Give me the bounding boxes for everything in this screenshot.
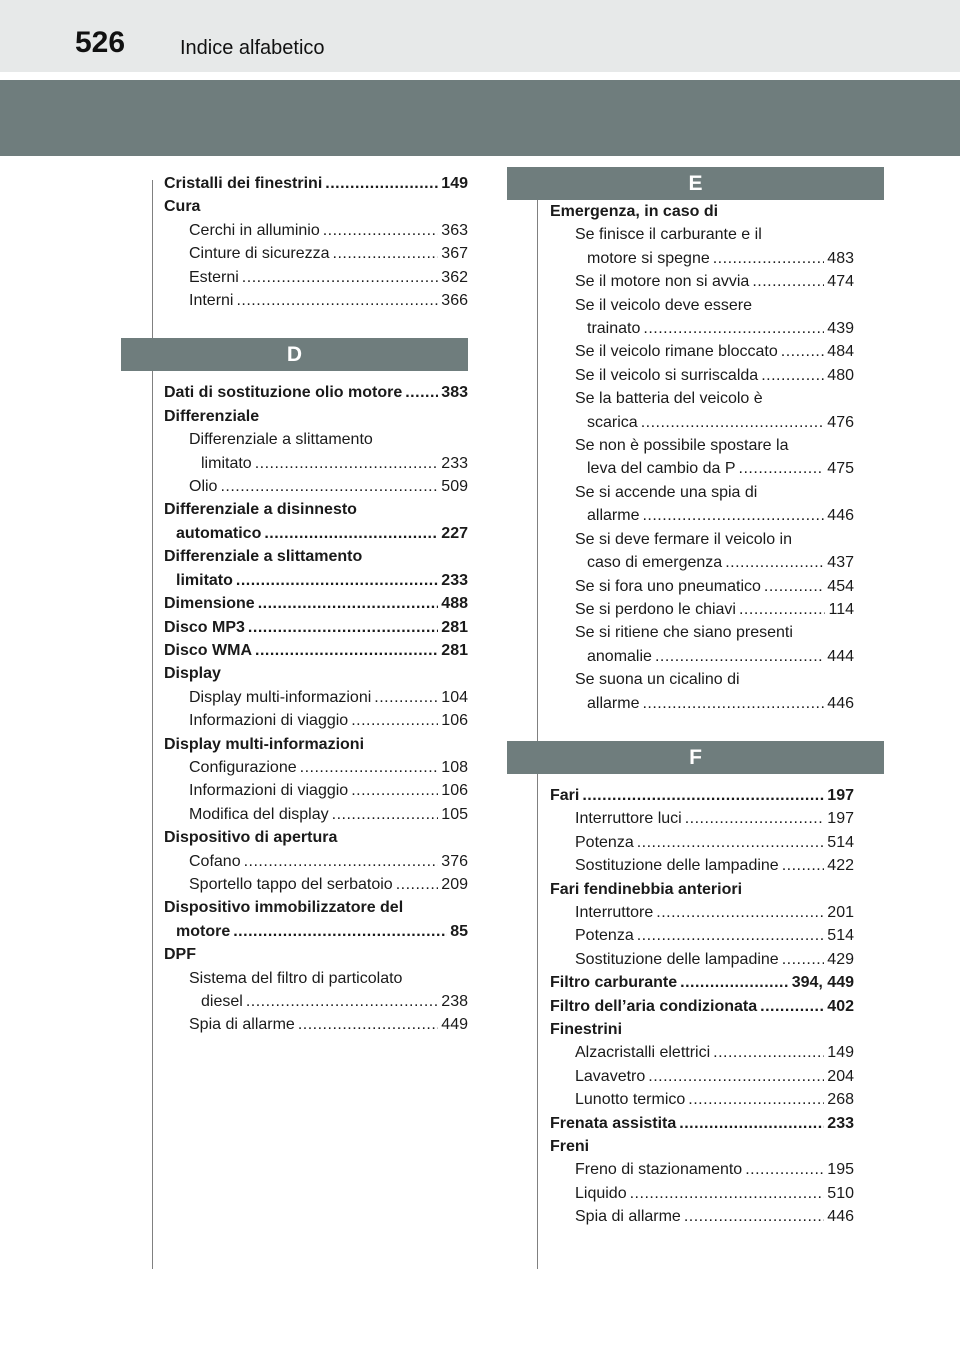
dot-leader: [713, 247, 825, 270]
dot-leader: [220, 475, 438, 498]
page-reference: 483: [827, 249, 854, 267]
page-reference: 514: [827, 927, 854, 945]
page-reference: 446: [827, 694, 854, 712]
dot-leader: [680, 971, 789, 994]
dot-leader: [685, 807, 825, 830]
dot-leader: [725, 551, 824, 574]
entry-term: Informazioni di viaggio: [189, 712, 349, 730]
index-entry: [164, 873, 468, 896]
entry-term: limitato: [176, 571, 233, 589]
entry-term: Configurazione: [189, 758, 297, 776]
index-entry: [164, 522, 468, 545]
page-reference: 509: [441, 478, 468, 496]
entry-term: allarme: [587, 507, 640, 525]
index-subheading: Se si accende una spia di: [575, 483, 758, 501]
page-reference: 105: [441, 805, 468, 823]
index-entry: [550, 270, 854, 293]
index-heading: Display: [164, 665, 221, 683]
page-reference: 376: [441, 852, 468, 870]
page-reference: 446: [827, 507, 854, 525]
dot-leader: [761, 364, 824, 387]
dot-leader: [236, 289, 438, 312]
dot-leader: [332, 803, 439, 826]
page-reference: 367: [441, 245, 468, 263]
index-entry: [164, 990, 468, 1013]
index-entry: [550, 364, 854, 387]
page-reference: 488: [441, 595, 468, 613]
index-entry: [164, 242, 468, 265]
index-entry: [550, 1205, 854, 1228]
index-entry: [550, 807, 854, 830]
entry-term: Fari: [550, 786, 580, 804]
entry-term: Dimensione: [164, 595, 255, 613]
index-entry: [550, 948, 854, 971]
entry-term: Disco MP3: [164, 618, 245, 636]
index-entry: [550, 924, 854, 947]
dot-leader: [242, 266, 439, 289]
page-reference: 268: [827, 1091, 854, 1109]
entry-term: scarica: [587, 413, 638, 431]
dot-leader: [655, 645, 824, 668]
dot-leader: [764, 575, 824, 598]
dot-leader: [255, 452, 439, 475]
page-reference: 480: [827, 366, 854, 384]
entry-term: Informazioni di viaggio: [189, 782, 349, 800]
dot-leader: [745, 1158, 824, 1181]
entry-term: Olio: [189, 478, 218, 496]
dot-leader: [630, 1182, 825, 1205]
index-heading: Fari fendinebbia anteriori: [550, 880, 743, 898]
dot-leader: [782, 854, 825, 877]
dot-leader: [236, 569, 438, 592]
entry-term: Lunotto termico: [575, 1091, 686, 1109]
left-column: [150, 172, 468, 1037]
index-entry: [550, 995, 854, 1018]
entry-term: anomalie: [587, 647, 652, 665]
index-entry: [164, 381, 468, 404]
letter-banner-f: F: [507, 741, 884, 774]
index-group: [536, 200, 854, 715]
entry-term: motore: [176, 922, 231, 940]
letter-banner-d: D: [121, 338, 468, 371]
index-entry: [164, 1013, 468, 1036]
entry-term: Se si fora uno pneumatico: [575, 577, 761, 595]
entry-term: Filtro dell’aria condizionata: [550, 997, 758, 1015]
index-entry: [164, 266, 468, 289]
page-reference: 197: [827, 810, 854, 828]
dot-leader: [739, 598, 826, 621]
page-reference: 149: [441, 175, 468, 192]
dot-leader: [782, 948, 825, 971]
index-heading: DPF: [164, 946, 196, 964]
dot-leader: [351, 779, 438, 802]
dot-leader: [396, 873, 439, 896]
index-heading: Cura: [164, 198, 201, 216]
page-header: [0, 0, 960, 72]
index-entry: [164, 850, 468, 873]
index-heading: Dispositivo immobilizzatore del: [164, 899, 404, 917]
entry-term: Sostituzione delle lampadine: [575, 950, 779, 968]
index-entry: [550, 1158, 854, 1181]
entry-term: Alzacristalli elettrici: [575, 1044, 711, 1062]
index-subheading: Se non è possibile spostare la: [575, 437, 789, 455]
index-heading: Differenziale: [164, 407, 260, 425]
dot-leader: [374, 686, 438, 709]
index-entry: [164, 779, 468, 802]
page-reference: 514: [827, 833, 854, 851]
page-reference: 233: [441, 454, 468, 472]
index-heading: Differenziale a slittamento: [164, 548, 363, 566]
section-title: Indice alfabetico: [180, 37, 325, 59]
entry-term: Filtro carburante: [550, 974, 678, 992]
index-entry: [164, 920, 468, 943]
index-entry: [164, 569, 468, 592]
index-group: [536, 784, 854, 1229]
page-reference: 449: [441, 1016, 468, 1034]
index-subheading: Sistema del filtro di particolato: [189, 969, 403, 987]
index-heading: Display multi-informazioni: [164, 735, 365, 753]
page-reference: 201: [827, 903, 854, 921]
dot-leader: [643, 317, 824, 340]
page-reference: 238: [441, 993, 468, 1010]
page-reference: 149: [827, 1044, 854, 1062]
page-reference: 281: [441, 641, 468, 659]
index-subheading: Se finisce il carburante e il: [575, 226, 762, 244]
page-reference: 114: [828, 600, 854, 618]
page-reference: 366: [441, 292, 468, 310]
entry-term: Dati di sostituzione olio motore: [164, 384, 403, 402]
index-heading: Dispositivo di apertura: [164, 829, 338, 847]
dot-leader: [298, 1013, 438, 1036]
index-entry: [550, 340, 854, 363]
entry-term: Interruttore: [575, 903, 654, 921]
page-reference: 429: [827, 950, 854, 968]
dot-leader: [333, 242, 439, 265]
index-entry: [164, 756, 468, 779]
page-reference: 227: [441, 524, 468, 542]
entry-term: Potenza: [575, 927, 634, 945]
page-reference: 104: [441, 688, 468, 706]
index-entry: [164, 592, 468, 615]
entry-term: Potenza: [575, 833, 634, 851]
entry-term: leva del cambio da P: [587, 460, 736, 478]
header-band: [0, 80, 960, 156]
index-entry: [550, 901, 854, 924]
entry-term: Cofano: [189, 852, 241, 870]
page-reference: 108: [441, 758, 468, 776]
entry-term: Se si perdono le chiavi: [575, 600, 736, 618]
dot-leader: [641, 411, 825, 434]
dot-leader: [637, 924, 825, 947]
entry-term: allarme: [587, 694, 640, 712]
index-subheading: Differenziale a slittamento: [189, 431, 373, 449]
page-reference: 446: [827, 1208, 854, 1226]
dot-leader: [642, 504, 824, 527]
index-entry: [550, 411, 854, 434]
page-reference: 394, 449: [791, 974, 854, 992]
dot-leader: [325, 172, 438, 195]
dot-leader: [323, 219, 439, 242]
letter-banner-e: E: [507, 167, 884, 200]
index-entry: [550, 1065, 854, 1088]
page-reference: 444: [827, 647, 854, 665]
index-entry: [550, 1182, 854, 1205]
page-reference: 510: [827, 1184, 854, 1202]
page-reference: 233: [827, 1114, 854, 1132]
entry-term: Display multi-informazioni: [189, 688, 372, 706]
index-entry: [550, 551, 854, 574]
dot-leader: [264, 522, 438, 545]
index-group: [150, 172, 468, 312]
entry-term: Spia di allarme: [575, 1208, 681, 1226]
entry-term: Sostituzione delle lampadine: [575, 857, 779, 875]
index-entry: [550, 247, 854, 270]
page-reference: 362: [441, 268, 468, 286]
page-reference: 383: [441, 384, 468, 402]
entry-term: Cristalli dei finestrini: [164, 175, 323, 192]
index-heading: Emergenza, in caso di: [550, 203, 719, 220]
dot-leader: [679, 1112, 824, 1135]
page-reference: 204: [827, 1067, 854, 1085]
index-entry: [164, 475, 468, 498]
index-entry: [550, 854, 854, 877]
index-subheading: Se il veicolo deve essere: [575, 296, 752, 314]
index-entry: [164, 639, 468, 662]
index-entry: [550, 457, 854, 480]
dot-leader: [642, 692, 824, 715]
page-reference: 476: [827, 413, 854, 431]
page-reference: 85: [450, 922, 468, 940]
dot-leader: [648, 1065, 824, 1088]
dot-leader: [781, 340, 825, 363]
page-reference: 363: [441, 221, 468, 239]
index-heading: Finestrini: [550, 1021, 623, 1038]
index-entry: [550, 598, 854, 621]
index-entry: [164, 289, 468, 312]
index-entry: [550, 971, 854, 994]
entry-term: Interni: [189, 292, 234, 310]
dot-leader: [246, 990, 438, 1013]
page-reference: 439: [827, 320, 854, 338]
index-entry: [164, 172, 468, 195]
page-reference: 106: [441, 782, 468, 800]
page-reference: 474: [827, 273, 854, 291]
entry-term: Se il motore non si avvia: [575, 273, 750, 291]
index-entry: [550, 1041, 854, 1064]
index-entry: [550, 831, 854, 854]
index-entry: [550, 1112, 854, 1135]
entry-term: Esterni: [189, 268, 239, 286]
entry-term: Modifica del display: [189, 805, 329, 823]
dot-leader: [637, 831, 825, 854]
dot-leader: [752, 270, 824, 293]
index-entry: [550, 1088, 854, 1111]
entry-term: Frenata assistita: [550, 1114, 677, 1132]
dot-leader: [684, 1205, 824, 1228]
index-subheading: Se si ritiene che siano presenti: [575, 624, 793, 642]
dot-leader: [582, 784, 824, 807]
index-group: [150, 381, 468, 1036]
entry-term: Se il veicolo rimane bloccato: [575, 343, 778, 361]
page-reference: 233: [441, 571, 468, 589]
dot-leader: [739, 457, 825, 480]
page-reference: 197: [827, 786, 854, 804]
dot-leader: [656, 901, 824, 924]
right-column: [536, 172, 854, 1229]
entry-term: trainato: [587, 320, 641, 338]
entry-term: diesel: [201, 993, 243, 1010]
page-reference: 106: [441, 712, 468, 730]
entry-term: Interruttore luci: [575, 810, 682, 828]
entry-term: Cerchi in alluminio: [189, 221, 320, 239]
index-entry: [164, 616, 468, 639]
dot-leader: [248, 616, 438, 639]
page-reference: 454: [827, 577, 854, 595]
index-subheading: Se la batteria del veicolo è: [575, 390, 763, 408]
page-reference: 422: [827, 857, 854, 875]
entry-term: Liquido: [575, 1184, 627, 1202]
dot-leader: [258, 592, 439, 615]
index-entry: [164, 803, 468, 826]
dot-leader: [300, 756, 439, 779]
entry-term: Sportello tappo del serbatoio: [189, 875, 393, 893]
page-number: 526: [75, 26, 126, 59]
entry-term: Se il veicolo si surriscalda: [575, 366, 759, 384]
dot-leader: [233, 920, 447, 943]
entry-term: automatico: [176, 524, 262, 542]
page-reference: 437: [827, 554, 854, 572]
entry-term: caso di emergenza: [587, 554, 723, 572]
dot-leader: [713, 1041, 824, 1064]
dot-leader: [688, 1088, 824, 1111]
index-entry: [164, 709, 468, 732]
index-entry: [550, 692, 854, 715]
entry-term: limitato: [201, 454, 252, 472]
dot-leader: [760, 995, 824, 1018]
index-heading: Differenziale a disinnesto: [164, 501, 357, 519]
dot-leader: [244, 850, 439, 873]
entry-term: Freno di stazionamento: [575, 1161, 743, 1179]
entry-term: Disco WMA: [164, 641, 252, 659]
dot-leader: [405, 381, 438, 404]
index-entry: [550, 784, 854, 807]
page-reference: 209: [441, 875, 468, 893]
index-entry: [164, 219, 468, 242]
index-entry: [164, 452, 468, 475]
index-entry: [550, 575, 854, 598]
index-entry: [550, 317, 854, 340]
entry-term: Cinture di sicurezza: [189, 245, 330, 263]
entry-term: Lavavetro: [575, 1067, 646, 1085]
index-entry: [550, 504, 854, 527]
page-reference: 402: [827, 997, 854, 1015]
dot-leader: [255, 639, 438, 662]
entry-term: Spia di allarme: [189, 1016, 295, 1034]
index-entry: [164, 686, 468, 709]
index-heading: Freni: [550, 1138, 590, 1156]
dot-leader: [351, 709, 438, 732]
page-reference: 475: [827, 460, 854, 478]
page-reference: 484: [827, 343, 854, 361]
page-reference: 195: [827, 1161, 854, 1179]
index-subheading: Se suona un cicalino di: [575, 671, 740, 689]
page-reference: 281: [441, 618, 468, 636]
entry-term: motore si spegne: [587, 249, 710, 267]
index-subheading: Se si deve fermare il veicolo in: [575, 530, 792, 548]
index-entry: [550, 645, 854, 668]
